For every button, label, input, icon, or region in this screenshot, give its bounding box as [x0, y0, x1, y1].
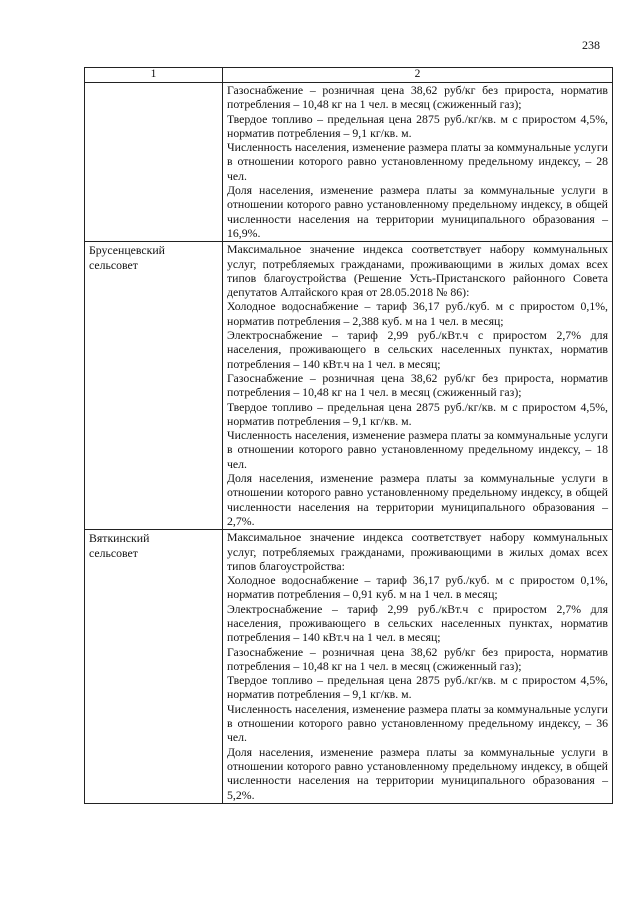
description-paragraph: Электроснабжение – тариф 2,99 руб./кВт.ч с приростом 2,7% для населения, проживающего в сельских населенных пунктах, норматив потребления – 140 кВт.ч на 1 чел. в месяц; [227, 601, 608, 645]
description-cell [223, 83, 613, 242]
description-paragraph: Газоснабжение – розничная цена 38,62 руб/кг без прироста, норматив потребления – 10,48 кг на 1 чел. в месяц (сжиженный газ); [227, 644, 608, 673]
municipality-name-line: сельсовет [89, 545, 138, 560]
description-paragraph: Численность населения, изменение размера платы за коммунальные услуги в отношении которого равно установленному предельному индексу, – 36 чел. [227, 701, 608, 745]
description-paragraph: Твердое топливо – предельная цена 2875 руб./кг/кв. м с приростом 4,5%, норматив потребления – 9,1 кг/кв. м. [227, 111, 608, 140]
description-cell [223, 530, 613, 804]
description-paragraph: Численность населения, изменение размера платы за коммунальные услуги в отношении которого равно установленному предельному индексу, – 18 чел. [227, 428, 608, 471]
municipality-name-cell [85, 242, 223, 530]
column-header-1: 1 [85, 68, 223, 83]
municipality-name-cell [85, 530, 223, 804]
description-paragraph: Максимальное значение индекса соответствует набору коммунальных услуг, потребляемых гражданами, проживающими в жилых домах всех типов благоустройства (Решение Усть-Пристанского районного Совета депутатов Алтайского края от 28.05.2018 № 86): [227, 242, 608, 300]
description-paragraph: Газоснабжение – розничная цена 38,62 руб/кг без прироста, норматив потребления – 10,48 кг на 1 чел. в месяц (сжиженный газ); [227, 370, 608, 400]
table-row [85, 83, 613, 242]
description-paragraph: Газоснабжение – розничная цена 38,62 руб/кг без прироста, норматив потребления – 10,48 кг на 1 чел. в месяц (сжиженный газ); [227, 83, 608, 112]
municipality-name-line: Вяткинский [89, 531, 150, 546]
table-row [85, 242, 613, 530]
column-header-2: 2 [223, 68, 613, 83]
description-paragraph: Максимальное значение индекса соответствует набору коммунальных услуг, потребляемых гражданами, проживающими в жилых домах всех типов благоустройства: [227, 530, 608, 573]
description-paragraph: Численность населения, изменение размера платы за коммунальные услуги в отношении которого равно установленному предельному индексу, – 28 чел. [227, 140, 608, 183]
description-paragraph: Доля населения, изменение размера платы за коммунальные услуги в отношении которого равно установленному предельному индексу, в общей численности населения на территории муниципального образования – 5,2%. [227, 744, 608, 802]
description-paragraph: Электроснабжение – тариф 2,99 руб./кВт.ч с приростом 2,7% для населения, проживающего в сельских населенных пунктах, норматив потребления – 140 кВт.ч на 1 чел. в месяц; [227, 328, 608, 371]
description-paragraph: Холодное водоснабжение – тариф 36,17 руб./куб. м с приростом 0,1%, норматив потребления – 0,91 куб. м на 1 чел. в месяц; [227, 573, 608, 602]
header-row [85, 68, 613, 83]
description-cell [223, 242, 613, 530]
description-paragraph: Доля населения, изменение размера платы за коммунальные услуги в отношении которого равно установленному предельному индексу, в общей численности населения на территории муниципального образования – 2,7%. [227, 471, 608, 528]
municipality-name-cell [85, 83, 223, 242]
description-paragraph: Твердое топливо – предельная цена 2875 руб./кг/кв. м с приростом 4,5%, норматив потребления – 9,1 кг/кв. м. [227, 673, 608, 702]
municipality-name-line: сельсовет [89, 257, 138, 272]
description-paragraph: Твердое топливо – предельная цена 2875 руб./кг/кв. м с приростом 4,5%, норматив потребления – 9,1 кг/кв. м. [227, 399, 608, 428]
page-number: 238 [582, 38, 600, 52]
description-paragraph: Доля населения, изменение размера платы за коммунальные услуги в отношении которого равно установленному предельному индексу, в общей численности населения на территории муниципального образования – 16,9%. [227, 183, 608, 240]
description-paragraph: Холодное водоснабжение – тариф 36,17 руб./куб. м с приростом 0,1%, норматив потребления – 2,388 куб. м на 1 чел. в месяц; [227, 299, 608, 328]
document-table [84, 67, 613, 804]
municipality-name-line: Брусенцевский [89, 243, 165, 258]
table-row [85, 530, 613, 804]
